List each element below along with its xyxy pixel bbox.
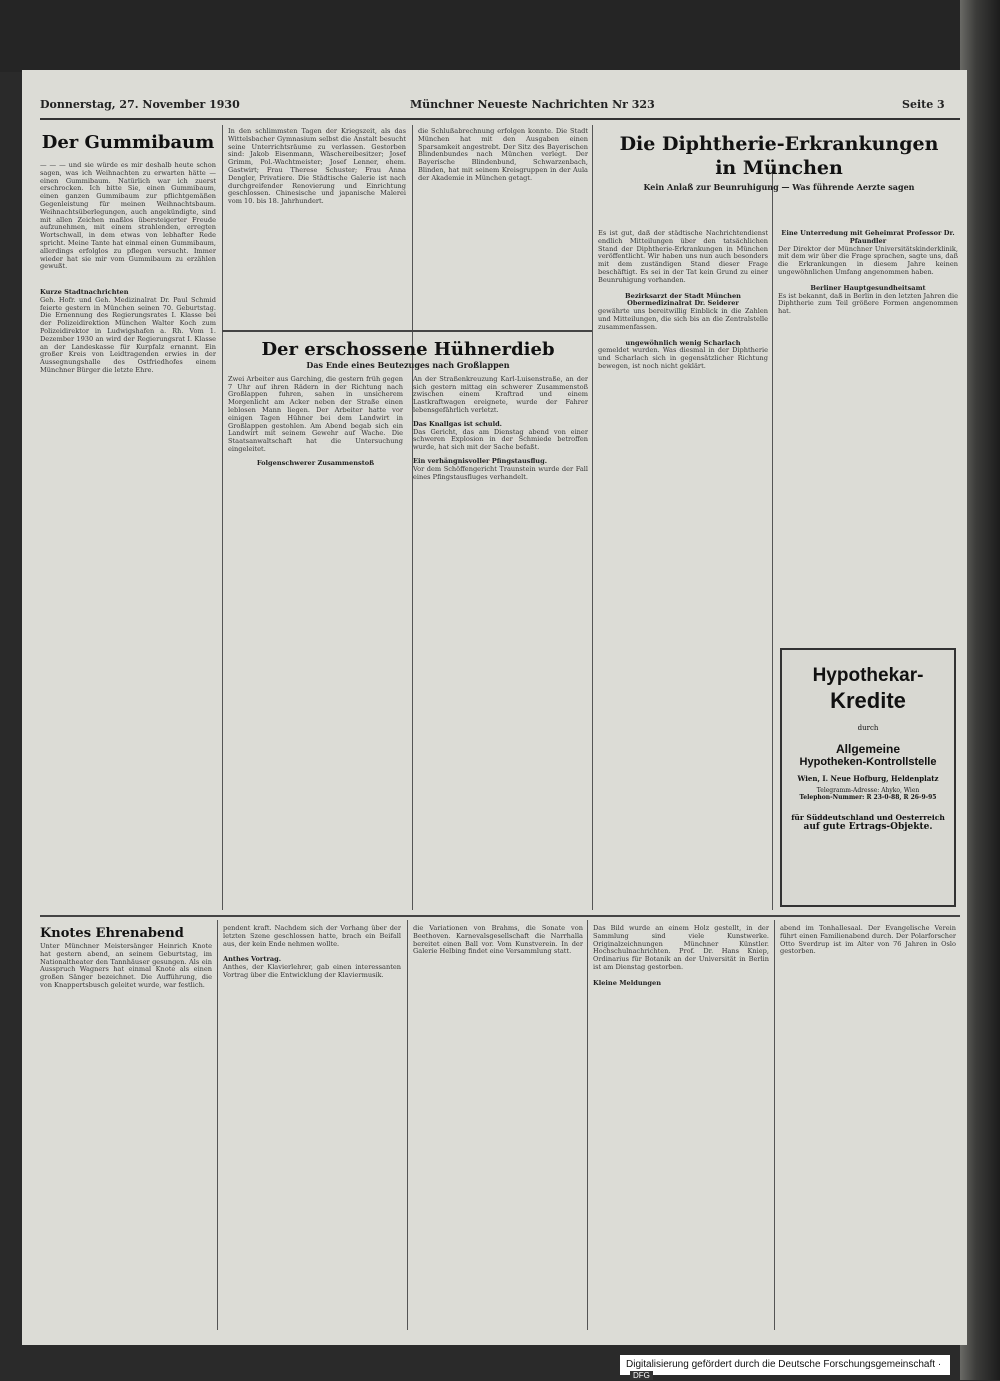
header-rule	[40, 118, 960, 120]
column-rule	[592, 125, 593, 910]
section-title-zusammenstoss: Folgenschwerer Zusammenstoß	[256, 458, 375, 467]
section-rule	[222, 330, 592, 332]
ad-phone: Telephon-Nummer: R 23-0-88, R 26-9-95	[799, 794, 937, 801]
column-knote	[40, 925, 212, 1330]
header-date: Donnerstag, 27. November 1930	[40, 98, 240, 111]
header-page-number: Seite 3	[902, 98, 945, 111]
article-body-knallgas: Das Gericht, das am Dienstag abend von einer schweren Explosion in der Schmiede betroffen wurde, hat sich mit der Sache befaßt.	[413, 427, 588, 452]
section-title-bezirksarzt: Bezirksarzt der Stadt München Obermedizinalrat Dr. Seiderer	[625, 291, 741, 308]
column-lower-3	[413, 925, 583, 1330]
dfg-logo: DFG	[630, 1371, 653, 1380]
article-body-huehnerdieb: Zwei Arbeiter aus Garching, die gestern früh gegen 7 Uhr auf ihren Rädern in der Richtung nach Großlappen fuhren, sahen in unsicherem Morgenlicht am Acker neben der Straße einen leblosen Mann liegen. Der Arbeiter hatte vor einigen Tagen Hühner bei dem Landwirt in Großlappen gestohlen. Am Abend begab sich ein Landwirt mit seinem Gewehr auf Wache. Die Staatsanwaltschaft hat die Untersuchung eingeleitet.	[228, 374, 403, 453]
ad-headline-1: Hypothekar-	[812, 665, 924, 686]
ad-company-1: Allgemeine	[835, 742, 901, 756]
article-body-zusammenstoss: An der Straßenkreuzung Karl-Luisenstraße, an der sich gestern mittag ein schwerer Zusammenstoß zwischen einem Kraftrad und einem Lastkraftwagen ereignete, wurde der Fahrer lebensgefährlich verletzt.	[413, 374, 588, 414]
ad-telegram: Telegramm-Adresse: Ahyko, Wien	[816, 787, 920, 794]
column-rule	[407, 920, 408, 1330]
column-rule	[774, 920, 775, 1330]
newspaper-page	[22, 70, 967, 1345]
column-rule	[772, 170, 773, 910]
digitization-footer	[620, 1355, 950, 1380]
article-body-notices: In den schlimmsten Tagen der Kriegszeit, als das Wittelsbacher Gymnasium selbst die Anstalt besucht seine Unterrichtsräume zu verlassen. Gestorben sind: Jakob Eisenmann, Wäschereibesitzer; Josef Grimm, Pol.-Wachtmeister; Josef Lenner, ehem. Gastwirt; Frau Therese Schuster; Frau Anna Dengler, Privatiere. Die Städtische Galerie ist nach durchgreifender Renovierung und Einrichtung geschlossen. Chinesische und japanische Malerei vom 10. bis 18. Jahrhundert.	[228, 128, 406, 206]
article-title-huehnerdieb: Der erschossene Hühnerdieb	[261, 339, 555, 360]
section-title-scharlach: ungewöhnlich wenig Scharlach	[625, 338, 741, 347]
section-title-knallgas: Das Knallgas ist schuld.	[413, 419, 502, 428]
column-rule	[222, 125, 223, 910]
article-body-lower-4: Das Bild wurde an einem Holz gestellt, in der Sammlung sind viele Kunstwerke. Originalzeichnungen Münchner Künstler. Hochschulnachrichten. Prof. Dr. Hans Kniep, Ordinarius für Botanik an der Universität in Berlin ist am Dienstag gestorben.	[593, 925, 769, 971]
article-subtitle-huehnerdieb: Das Ende eines Beutezuges nach Großlappen	[306, 360, 510, 370]
page-header	[40, 98, 960, 116]
article-subtitle-diphtherie: Kein Anlaß zur Beunruhigung — Was führende Aerzte sagen	[643, 182, 915, 192]
column-diphtherie-right	[778, 230, 958, 660]
advertisement-hypothekar-kredite	[780, 648, 956, 907]
column-rule	[587, 920, 588, 1330]
article-columns-huehnerdieb	[228, 376, 588, 482]
article-title-diphtherie-2: in München	[715, 157, 843, 179]
section-title-stadtnachrichten: Kurze Stadtnachrichten	[40, 287, 129, 296]
article-body-scharlach: gemeldet wurden. Was diesmal in der Diphtherie und Scharlach sich in gegensätzlicher Richtung bewegen, ist noch nicht geklärt.	[598, 346, 768, 370]
header-paper-name: Münchner Neueste Nachrichten Nr 323	[410, 98, 655, 111]
article-diphtherie-head	[598, 128, 960, 228]
article-body-knote: Unter Münchner Meistersänger Heinrich Knote hat gestern abend, an seinem Geburtstag, im Nationaltheater den Tannhäuser gesungen. Als ein Ausspruch Wagners hat einmal Knote als einen großen Sänger bezeichnet. Die Aufführung, die von Knappertsbusch geleitet wurde, war festlich.	[40, 942, 212, 989]
ad-headline-2: Kredite	[830, 688, 906, 713]
article-body-blindenbund: die Schlußabrechnung erfolgen konnte. Die Stadt München hat mit den Ausgaben einen Sparsamkeit angestrebt. Der Sitz des Bayerischen Blindenbundes nach München verlegt. Der Bayerische Blindenbund, Schwarzenbach, Blinden, hat mit seinem Kreisgruppen in der Aula der Akademie in München getagt.	[418, 128, 588, 182]
article-body-unterredung: Der Direktor der Münchner Universitätskinderklinik, mit dem wir über die Frage sprachen, sagte uns, daß die Erkrankungen in diesem Jahre keinen ungewöhnlichen Umfang angenommen haben.	[778, 244, 958, 276]
ad-company-2: Hypotheken-Kontrollstelle	[799, 756, 937, 768]
column-lower-4	[593, 925, 769, 1330]
column-lower-5	[780, 925, 956, 1330]
column-gummibaum	[40, 128, 216, 908]
section-title-anthes: Anthes Vortrag.	[223, 955, 282, 964]
ad-address: Wien, I. Neue Hofburg, Heldenplatz	[797, 774, 939, 783]
column-rule	[217, 920, 218, 1330]
article-body-diphtherie: Es ist gut, daß der städtische Nachrichtendienst endlich Mitteilungen über den tatsächlichen Stand der Diphtherie-Erkrankungen in München veröffentlicht. Wir haben uns nun auch besonders mit dem zuständigen Stand dieser Frage beschäftigt. Es sei in der Tat kein Grund zu einer Beunruhigung vorhanden.	[598, 230, 768, 284]
section-title-berlin: Berliner Hauptgesundheitsamt	[810, 283, 926, 292]
footer-text: Digitalisierung gefördert durch die Deutsche Forschungsgemeinschaft ·	[626, 1359, 942, 1370]
section-title-kleine-meldungen: Kleine Meldungen	[593, 978, 662, 987]
column-diphtherie-left	[598, 230, 768, 910]
article-body-lower-5: abend im Tonhallesaal. Der Evangelische Verein führt einen Familienabend durch. Der Polarforscher Otto Sverdrup ist im Alter von 76 Jahren in Oslo gestorben.	[780, 925, 956, 956]
section-title-pfingstausflug: Ein verhängnisvoller Pfingstausflug.	[413, 456, 547, 465]
article-title-diphtherie-1: Die Diphtherie-Erkrankungen	[619, 133, 939, 155]
section-title-unterredung: Eine Unterredung mit Geheimrat Professor Dr. Pfaundler	[781, 230, 955, 245]
article-body-berlin: Es ist bekannt, daß in Berlin in den letzten Jahren die Diphtherie zum Teil größere Formen angenommen hat.	[778, 291, 958, 316]
scanner-background-top	[0, 0, 1000, 72]
article-body-gummibaum: — — — und sie würde es mir deshalb heute schon sagen, was ich Weihnachten zu erwarten hätte — einen Gummibaum. Natürlich war ich zuerst erschrocken. Ich bitte Sie, einen Gummibaum, einen ganzen Gummibaum zur pflichtgemäßen Gegenleistung für meinen Weihnachtsbaum. Weihnachtsüberlegungen, auch angekündigte, sind mit allen Zeichen maßlos übersteigerter Freude aufzunehmen, mit einem strahlenden, erregten Wortschwall, in dem etwas von lebhafter Rede spricht. Meine Tante hat einmal einen Gummibaum, allerdings erfolglos zu pflegen versucht. Immer wieder hat sie mir vom Gummibaum zu erzählen gewußt.	[40, 161, 216, 271]
body-filler	[40, 271, 216, 279]
article-body-lower-3: die Variationen von Brahms, die Sonate von Beethoven. Karnevalsgesellschaft die Narrhalla bereitet einen Ball vor. Vom Kunstverein. In der Galerie Helbing findet eine Versammlung statt.	[413, 925, 583, 956]
section-rule	[40, 915, 960, 917]
ad-offer-1: für Süddeutschland und Oesterreich	[791, 813, 945, 822]
article-body-bezirksarzt: gewährte uns bereitwillig Einblick in die Zahlen und Mitteilungen, die sich bis an die Zentralstelle zusammenfassen.	[598, 307, 768, 331]
article-body-lower-2: pendent kraft. Nachdem sich der Vorhang über der letzten Szene geschlossen hatte, brach ein Beifall aus, der kein Ende nehmen wollte.	[223, 925, 401, 948]
column-blindenbund	[418, 128, 588, 328]
article-title-gummibaum: Der Gummibaum	[41, 132, 215, 153]
article-huehnerdieb	[228, 338, 588, 908]
column-notices	[228, 128, 406, 328]
article-body-pfingstausflug: Vor dem Schöffengericht Traunstein wurde der Fall eines Pfingstausfluges verhandelt.	[413, 464, 588, 481]
article-title-knote: Knotes Ehrenabend	[40, 926, 184, 941]
ad-via: durch	[857, 724, 879, 732]
column-lower-2	[223, 925, 401, 1330]
ad-offer-2: auf gute Ertrags-Objekte.	[803, 822, 933, 832]
article-body-stadtnachrichten: Geh. Hofr. und Geh. Medizinalrat Dr. Paul Schmid feierte gestern in München seinen 70. Geburtstag. Die Ernennung des Regierungsrates I. Klasse bei der Polizeidirektion München Walter Koch zum Polizeidirektor in Ludwigshafen a. Rh. Vom 1. Dezember 1930 an wird der Regierungsrat I. Klasse an der Landeskasse für Kurpfalz ernannt. Ein großer Kreis von Leidtragenden erwies in der Aussegnungshalle des Ostfriedhofes einem Münchner Bürger die letzte Ehre.	[40, 295, 216, 374]
article-body-anthes: Anthes, der Klavierlehrer, gab einen interessanten Vortrag über die Entwicklung der Klaviermusik.	[223, 963, 401, 979]
